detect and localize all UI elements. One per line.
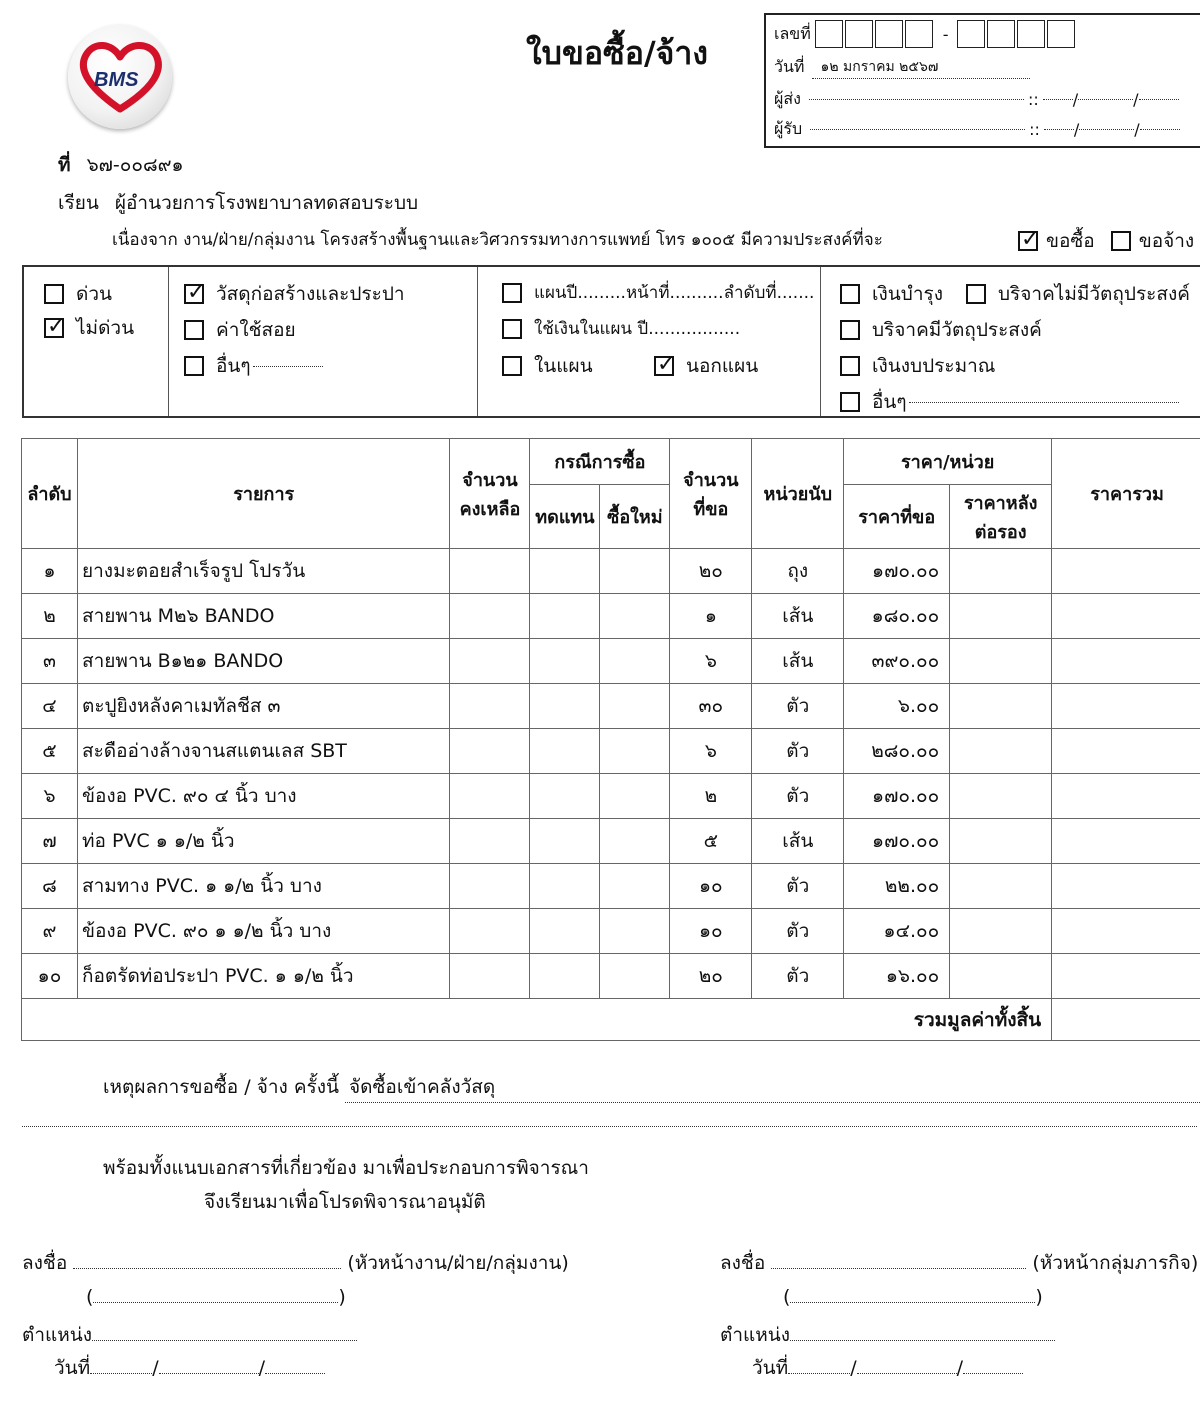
row-item[interactable]: สายพาน B๑๒๑ BANDO — [77, 639, 449, 684]
row-price-negotiated[interactable] — [950, 639, 1052, 684]
row-item[interactable]: สะดืออ่างล้างจานสแตนเลส SBT — [77, 729, 449, 774]
header-price-negotiated: ราคาหลัง ต่อรอง — [950, 485, 1052, 549]
type-expense-label: ค่าใช้สอย — [216, 319, 296, 341]
table-row — [22, 864, 1200, 909]
intro-text: เนื่องจาก งาน/ฝ่าย/กลุ่มงาน โครงสร้างพื้นฐานและวิศวกรรมทางการแพทย์ โทร ๑๐๐๕ มีความประสงค์ที่จะ — [112, 230, 883, 250]
type-expense-option[interactable] — [184, 315, 296, 345]
row-price-requested[interactable]: ๖.๐๐ — [844, 684, 950, 729]
row-price-negotiated[interactable] — [950, 864, 1052, 909]
bms-logo — [68, 25, 172, 129]
row-replace[interactable] — [530, 774, 600, 819]
left-sign-label: ลงชื่อ — [22, 1252, 68, 1274]
row-remaining[interactable] — [450, 594, 530, 639]
row-remaining[interactable] — [450, 864, 530, 909]
row-qty[interactable]: ๑ — [670, 594, 752, 639]
row-replace[interactable] — [530, 594, 600, 639]
doc-receiver-year[interactable] — [1140, 129, 1180, 130]
funding-donation-purpose-label: บริจาคมีวัตถุประสงค์ — [872, 319, 1042, 341]
row-item[interactable]: ตะปูยิงหลังคาเมทัลชีส ๓ — [77, 684, 449, 729]
doc-number-box[interactable] — [1047, 20, 1075, 48]
header-remaining: จำนวน คงเหลือ — [450, 439, 530, 549]
header-qty: จำนวน ที่ขอ — [670, 439, 752, 549]
type-construction-checkbox[interactable] — [184, 284, 204, 304]
funding-budget-option[interactable] — [840, 351, 995, 381]
left-date-label: วันที่ — [54, 1357, 91, 1379]
row-total[interactable] — [1052, 729, 1200, 774]
plan-out-checkbox[interactable] — [654, 356, 674, 376]
header-case: กรณีการซื้อ — [530, 439, 670, 485]
row-new[interactable] — [600, 549, 670, 594]
doc-sender-label: ผู้ส่ง — [774, 89, 801, 108]
row-replace[interactable] — [530, 954, 600, 999]
row-replace[interactable] — [530, 684, 600, 729]
row-unit[interactable]: ถุง — [752, 549, 844, 594]
row-unit[interactable]: ตัว — [752, 729, 844, 774]
row-price-negotiated[interactable] — [950, 549, 1052, 594]
plan-budget-label: ใช้เงินในแผน ปี................. — [534, 319, 741, 339]
type-other-label: อื่นๆ — [216, 355, 251, 377]
table-row — [22, 819, 1200, 864]
recipient-label: เรียน — [58, 192, 99, 214]
row-no: ๑ — [22, 549, 78, 594]
funding-budget-checkbox[interactable] — [840, 356, 860, 376]
header-price-requested: ราคาที่ขอ — [844, 485, 950, 549]
left-date-year[interactable] — [265, 1373, 325, 1374]
row-total[interactable] — [1052, 774, 1200, 819]
reason-line — [103, 1072, 1200, 1103]
left-date-month[interactable] — [159, 1373, 259, 1374]
row-price-requested[interactable]: ๑๘๐.๐๐ — [844, 594, 950, 639]
request-text: จึงเรียนมาเพื่อโปรดพิจารณาอนุมัติ — [204, 1191, 486, 1213]
table-row — [22, 954, 1200, 999]
logo-text: BMS — [94, 69, 139, 91]
row-new[interactable] — [600, 864, 670, 909]
funding-other-option[interactable] — [840, 387, 1179, 417]
row-new[interactable] — [600, 774, 670, 819]
hire-checkbox[interactable] — [1111, 231, 1131, 251]
row-no: ๒ — [22, 594, 78, 639]
row-replace[interactable] — [530, 729, 600, 774]
plan-out-option[interactable] — [654, 351, 758, 381]
funding-donation-purpose-checkbox[interactable] — [840, 320, 860, 340]
row-price-requested[interactable]: ๒๒.๐๐ — [844, 864, 950, 909]
doc-number-box[interactable] — [905, 20, 933, 48]
row-replace[interactable] — [530, 864, 600, 909]
row-total[interactable] — [1052, 909, 1200, 954]
row-no: ๕ — [22, 729, 78, 774]
left-position-label: ตำแหน่ง — [22, 1324, 93, 1346]
doc-number-box[interactable] — [1017, 20, 1045, 48]
type-other-option[interactable] — [184, 351, 323, 381]
table-row — [22, 639, 1200, 684]
row-new[interactable] — [600, 909, 670, 954]
row-price-negotiated[interactable] — [950, 594, 1052, 639]
row-total[interactable] — [1052, 954, 1200, 999]
left-date-line: วันที่ / / — [54, 1353, 325, 1383]
row-qty[interactable]: ๒๐ — [670, 549, 752, 594]
row-remaining[interactable] — [450, 549, 530, 594]
left-name-line: ( ) — [86, 1286, 346, 1308]
header-new: ซื้อใหม่ — [600, 485, 670, 549]
doc-sender-field[interactable] — [809, 99, 1024, 100]
row-price-negotiated[interactable] — [950, 774, 1052, 819]
doc-sender-month[interactable] — [1078, 99, 1133, 100]
row-unit[interactable]: เส้น — [752, 594, 844, 639]
row-item[interactable]: ข้องอ PVC. ๙๐ ๔ นิ้ว บาง — [77, 774, 449, 819]
row-item[interactable]: ข้องอ PVC. ๙๐ ๑ ๑/๒ นิ้ว บาง — [77, 909, 449, 954]
doc-number-dash: - — [942, 24, 949, 44]
recipient-line — [58, 188, 418, 218]
left-signature-field[interactable] — [73, 1268, 341, 1269]
row-qty[interactable]: ๑๐ — [670, 864, 752, 909]
doc-receiver-colon: :: — [1029, 120, 1040, 139]
row-total[interactable] — [1052, 549, 1200, 594]
doc-number-box[interactable] — [987, 20, 1015, 48]
plan-budget-checkbox[interactable] — [502, 319, 522, 339]
row-price-requested[interactable]: ๒๘๐.๐๐ — [844, 729, 950, 774]
row-no: ๔ — [22, 684, 78, 729]
funding-other-field[interactable] — [909, 402, 1179, 403]
plan-in-checkbox[interactable] — [502, 356, 522, 376]
header-unit: หน่วยนับ — [752, 439, 844, 549]
plan-budget-option[interactable] — [502, 315, 740, 342]
row-unit[interactable]: ตัว — [752, 864, 844, 909]
right-position-line — [720, 1320, 1055, 1350]
grand-total-value[interactable] — [1052, 999, 1200, 1041]
doc-number-box[interactable] — [957, 20, 985, 48]
row-no: ๙ — [22, 909, 78, 954]
row-price-negotiated[interactable] — [950, 729, 1052, 774]
reference-line — [58, 150, 184, 180]
right-name-field[interactable] — [790, 1302, 1035, 1303]
row-remaining[interactable] — [450, 774, 530, 819]
doc-number-label: เลขที่ — [774, 23, 811, 43]
right-position-field[interactable] — [790, 1340, 1055, 1341]
type-other-checkbox[interactable] — [184, 356, 204, 376]
row-no: ๑๐ — [22, 954, 78, 999]
row-replace[interactable] — [530, 639, 600, 684]
left-date-day[interactable] — [90, 1373, 152, 1374]
urgency-urgent-checkbox[interactable] — [44, 284, 64, 304]
doc-date-row — [774, 55, 1030, 80]
type-other-field[interactable] — [253, 366, 323, 367]
row-price-requested[interactable]: ๑๔.๐๐ — [844, 909, 950, 954]
doc-receiver-field[interactable] — [810, 129, 1025, 130]
table-row — [22, 684, 1200, 729]
doc-sender-year[interactable] — [1139, 99, 1179, 100]
table-row — [22, 594, 1200, 639]
row-remaining[interactable] — [450, 909, 530, 954]
table-row — [22, 729, 1200, 774]
urgency-not-urgent-label: ไม่ด่วน — [76, 317, 135, 339]
row-qty[interactable]: ๑๐ — [670, 909, 752, 954]
row-replace[interactable] — [530, 819, 600, 864]
doc-receiver-day[interactable] — [1044, 129, 1074, 130]
hire-label: ขอจ้าง — [1138, 230, 1195, 252]
row-qty[interactable]: ๖ — [670, 729, 752, 774]
doc-number-box[interactable] — [815, 20, 843, 48]
purchase-checkbox[interactable] — [1018, 231, 1038, 251]
right-date-line: วันที่ / / — [752, 1353, 1023, 1383]
row-qty[interactable]: ๖ — [670, 639, 752, 684]
urgency-not-urgent-option[interactable] — [44, 313, 134, 343]
funding-other-label: อื่นๆ — [872, 391, 907, 413]
doc-number-row — [774, 20, 1077, 48]
row-price-negotiated[interactable] — [950, 909, 1052, 954]
category-divider — [477, 267, 478, 416]
row-price-requested[interactable]: ๑๖.๐๐ — [844, 954, 950, 999]
row-price-negotiated[interactable] — [950, 819, 1052, 864]
table-row — [22, 909, 1200, 954]
funding-maintenance-option[interactable] — [840, 279, 943, 309]
row-qty[interactable]: ๓๐ — [670, 684, 752, 729]
funding-donation-nopurpose-label: บริจาคไม่มีวัตถุประสงค์ — [998, 283, 1190, 305]
row-unit[interactable]: ตัว — [752, 909, 844, 954]
left-signature-line — [22, 1248, 569, 1278]
right-sign-label: ลงชื่อ — [720, 1252, 766, 1274]
row-item[interactable]: สายพาน M๒๖ BANDO — [77, 594, 449, 639]
right-date-day[interactable] — [788, 1373, 850, 1374]
doc-sender-colon: :: — [1027, 90, 1039, 109]
funding-donation-purpose-option[interactable] — [840, 315, 1042, 345]
reason-continuation-field[interactable] — [22, 1110, 1197, 1127]
right-date-year[interactable] — [963, 1373, 1023, 1374]
grand-total-label: รวมมูลค่าทั้งสิ้น — [22, 999, 1052, 1041]
type-expense-checkbox[interactable] — [184, 320, 204, 340]
recipient-value: ผู้อำนวยการโรงพยาบาลทดสอบระบบ — [114, 192, 419, 214]
row-total[interactable] — [1052, 639, 1200, 684]
doc-receiver-label: ผู้รับ — [774, 119, 803, 138]
category-box — [22, 265, 1200, 418]
funding-maintenance-label: เงินบำรุง — [872, 283, 943, 305]
left-position-line — [22, 1320, 357, 1350]
row-qty[interactable]: ๒๐ — [670, 954, 752, 999]
row-new[interactable] — [600, 819, 670, 864]
plan-out-label: นอกแผน — [686, 355, 759, 377]
row-no: ๗ — [22, 819, 78, 864]
row-price-requested[interactable]: ๓๙๐.๐๐ — [844, 639, 950, 684]
right-name-line: ( ) — [783, 1286, 1043, 1308]
row-total[interactable] — [1052, 819, 1200, 864]
doc-receiver-row: ผู้รับ :: / / — [774, 117, 1180, 142]
left-role: (หัวหน้างาน/ฝ่าย/กลุ่มงาน) — [347, 1252, 569, 1274]
plan-year-checkbox[interactable] — [502, 283, 522, 303]
doc-sender-day[interactable] — [1043, 99, 1073, 100]
row-replace[interactable] — [530, 909, 600, 954]
doc-date-label: วันที่ — [774, 57, 805, 76]
header-no: ลำดับ — [22, 439, 78, 549]
row-new[interactable] — [600, 684, 670, 729]
row-total[interactable] — [1052, 594, 1200, 639]
row-price-requested[interactable]: ๑๗๐.๐๐ — [844, 819, 950, 864]
right-role: (หัวหน้ากลุ่มภารกิจ) — [1032, 1252, 1199, 1274]
plan-year-option[interactable] — [502, 279, 814, 306]
reference-label: ที่ — [58, 154, 71, 176]
row-qty[interactable]: ๒ — [670, 774, 752, 819]
row-new[interactable] — [600, 729, 670, 774]
type-construction-option[interactable] — [184, 279, 405, 309]
funding-maintenance-checkbox[interactable] — [840, 284, 860, 304]
left-position-field[interactable] — [92, 1340, 357, 1341]
plan-in-option[interactable] — [502, 351, 593, 381]
reason-label: เหตุผลการขอซื้อ / จ้าง ครั้งนี้ — [103, 1076, 339, 1098]
row-item[interactable]: ท่อ PVC ๑ ๑/๒ นิ้ว — [77, 819, 449, 864]
document-info-box — [764, 13, 1200, 148]
row-remaining[interactable] — [450, 819, 530, 864]
category-divider — [820, 267, 821, 416]
urgency-urgent-option[interactable] — [44, 279, 112, 309]
right-date-month[interactable] — [857, 1373, 957, 1374]
urgency-urgent-label: ด่วน — [76, 283, 112, 305]
funding-donation-nopurpose-checkbox[interactable] — [966, 284, 986, 304]
row-item[interactable]: ก็อตรัดท่อประปา PVC. ๑ ๑/๒ นิ้ว — [77, 954, 449, 999]
row-remaining[interactable] — [450, 684, 530, 729]
doc-receiver-month[interactable] — [1079, 129, 1134, 130]
doc-number-box[interactable] — [845, 20, 873, 48]
row-new[interactable] — [600, 639, 670, 684]
row-unit[interactable]: เส้น — [752, 639, 844, 684]
row-remaining[interactable] — [450, 729, 530, 774]
header-replace: ทดแทน — [530, 485, 600, 549]
header-total: ราคารวม — [1052, 439, 1200, 549]
items-table — [21, 438, 1200, 1041]
row-total[interactable] — [1052, 684, 1200, 729]
row-qty[interactable]: ๕ — [670, 819, 752, 864]
funding-other-checkbox[interactable] — [840, 392, 860, 412]
urgency-not-urgent-checkbox[interactable] — [44, 318, 64, 338]
row-remaining[interactable] — [450, 639, 530, 684]
row-unit[interactable]: เส้น — [752, 819, 844, 864]
row-unit[interactable]: ตัว — [752, 684, 844, 729]
table-row — [22, 549, 1200, 594]
type-construction-label: วัสดุก่อสร้างและประปา — [216, 283, 405, 305]
right-date-label: วันที่ — [752, 1357, 789, 1379]
reason-field[interactable]: จัดซื้อเข้าคลังวัสดุ — [345, 1072, 1200, 1103]
row-price-requested[interactable]: ๑๗๐.๐๐ — [844, 774, 950, 819]
doc-sender-row: ผู้ส่ง :: / / — [774, 87, 1179, 112]
row-unit[interactable]: ตัว — [752, 774, 844, 819]
row-new[interactable] — [600, 954, 670, 999]
right-position-label: ตำแหน่ง — [720, 1324, 791, 1346]
row-total[interactable] — [1052, 864, 1200, 909]
row-replace[interactable] — [530, 549, 600, 594]
row-remaining[interactable] — [450, 954, 530, 999]
row-no: ๘ — [22, 864, 78, 909]
header-item: รายการ — [77, 439, 449, 549]
funding-donation-nopurpose-option[interactable] — [966, 279, 1190, 309]
row-item[interactable]: สามทาง PVC. ๑ ๑/๒ นิ้ว บาง — [77, 864, 449, 909]
right-signature-line — [720, 1248, 1198, 1278]
row-price-negotiated[interactable] — [950, 684, 1052, 729]
plan-in-label: ในแผน — [534, 355, 593, 377]
plan-year-label: แผนปี.........หน้าที่..........ลำดับที่....... — [534, 283, 815, 303]
page-title: ใบขอซื้อ/จ้าง — [526, 34, 708, 72]
row-price-negotiated[interactable] — [950, 954, 1052, 999]
purchase-label: ขอซื้อ — [1046, 230, 1095, 252]
attach-text: พร้อมทั้งแนบเอกสารที่เกี่ยวข้อง มาเพื่อประกอบการพิจารณา — [103, 1157, 589, 1179]
category-divider — [168, 267, 169, 416]
row-unit[interactable]: ตัว — [752, 954, 844, 999]
row-no: ๖ — [22, 774, 78, 819]
row-item[interactable]: ยางมะตอยสำเร็จรูป โปรวัน — [77, 549, 449, 594]
doc-number-box[interactable] — [875, 20, 903, 48]
row-price-requested[interactable]: ๑๗๐.๐๐ — [844, 549, 950, 594]
row-new[interactable] — [600, 594, 670, 639]
right-signature-field[interactable] — [771, 1268, 1026, 1269]
reference-value: ๖๗-๐๐๘๙๑ — [86, 154, 184, 176]
doc-date-value[interactable]: ๑๒ มกราคม ๒๕๖๗ — [812, 56, 1030, 79]
funding-budget-label: เงินงบประมาณ — [872, 355, 996, 377]
left-name-field[interactable] — [93, 1302, 338, 1303]
row-no: ๓ — [22, 639, 78, 684]
purchase-option[interactable] — [1018, 226, 1194, 256]
header-price: ราคา/หน่วย — [844, 439, 1052, 485]
table-row — [22, 774, 1200, 819]
